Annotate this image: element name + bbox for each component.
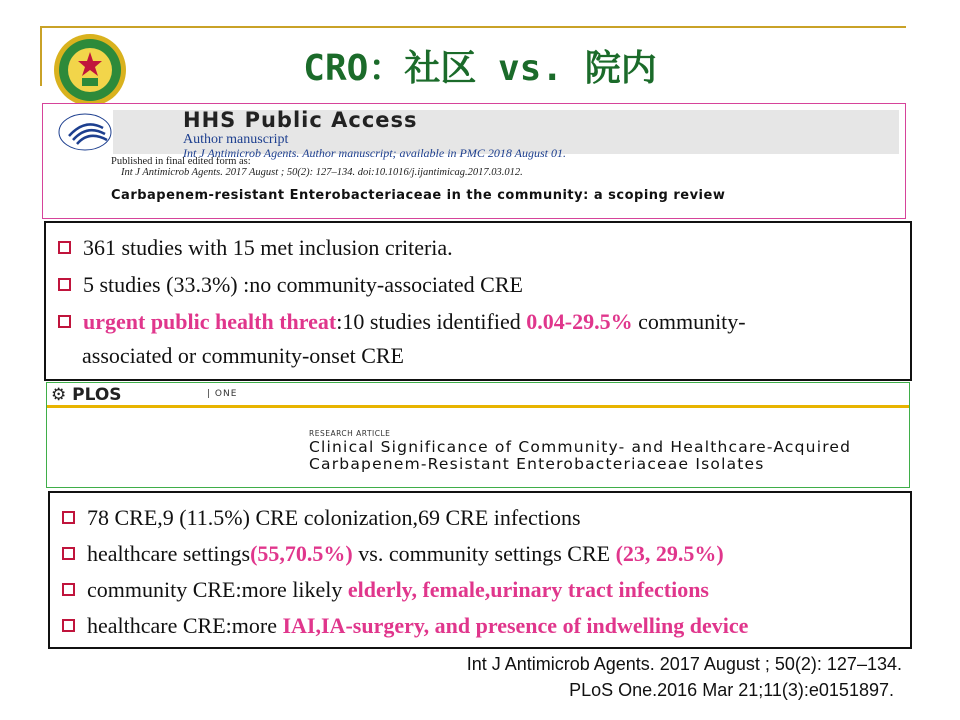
plos-article-title: Clinical Significance of Community- and Healthcare-Acquired Carbapenem-Resistant Enterobacteriaceae Isolates [309,438,852,473]
summary-box-community [44,221,912,381]
hhs-author-manuscript: Author manuscript [183,132,289,147]
bullet-continuation: associated or community-onset CRE [82,343,404,368]
bullet-item: 361 studies with 15 met inclusion criteria. [58,235,453,261]
citation-plos: PLoS One.2016 Mar 21;11(3):e0151897. [569,680,894,700]
hhs-heading: HHS Public Access [183,108,418,132]
bullet-item: 5 studies (33.3%) :no community-associated CRE [58,272,523,298]
highlight-text: (55,70.5%) [250,541,353,566]
bullet-square-icon [62,583,75,596]
hhs-eagle-icon [55,110,125,154]
plos-article-header [46,382,910,488]
bullet-square-icon [62,511,75,524]
bullet-item: urgent public health threat:10 studies identified 0.04-29.5% community- [58,309,746,335]
hhs-article-header [42,103,906,219]
hhs-published-label: Published in final edited form as: [111,156,251,167]
bullet-square-icon [58,315,71,328]
bullet-item: community CRE:more likely elderly, female,urinary tract infections [62,577,709,603]
bullet-item: healthcare CRE:more IAI,IA-surgery, and presence of indwelling device [62,613,748,639]
bullet-square-icon [62,547,75,560]
hhs-article-title: Carbapenem-resistant Enterobacteriaceae in the community: a scoping review [111,188,726,203]
hhs-published-citation: Int J Antimicrob Agents. 2017 August ; 50(2): 127–134. doi:10.1016/j.ijantimicag.2017.03.012. [121,167,523,178]
plos-logo: ⚙ PLOS [51,385,122,405]
bullet-item: healthcare settings(55,70.5%) vs. community settings CRE (23, 29.5%) [62,541,724,567]
plos-one-label: | ONE [207,389,238,399]
bullet-square-icon [58,241,71,254]
citation-ijaa: Int J Antimicrob Agents. 2017 August ; 50(2): 127–134. [466,654,902,674]
bullet-item: 78 CRE,9 (11.5%) CRE colonization,69 CRE infections [62,505,581,531]
top-rule [40,26,906,28]
plos-divider [47,405,909,408]
hhs-journal-line: Int J Antimicrob Agents. Author manuscript; available in PMC 2018 August 01. [183,146,566,160]
bullet-square-icon [58,278,71,291]
bullet-square-icon [62,619,75,632]
slide-title: CRO：社区 vs. 院内 [303,48,657,89]
summary-box-healthcare [48,491,912,649]
highlight-text: (23, 29.5%) [615,541,724,566]
highlight-text: urgent public health threat [83,309,337,334]
plos-research-article-label: RESEARCH ARTICLE [309,429,391,438]
highlight-text: 0.04-29.5% [526,309,633,334]
highlight-text: IAI,IA-surgery, and presence of indwelling device [282,613,749,638]
highlight-text: elderly, female,urinary tract infections [347,577,709,602]
